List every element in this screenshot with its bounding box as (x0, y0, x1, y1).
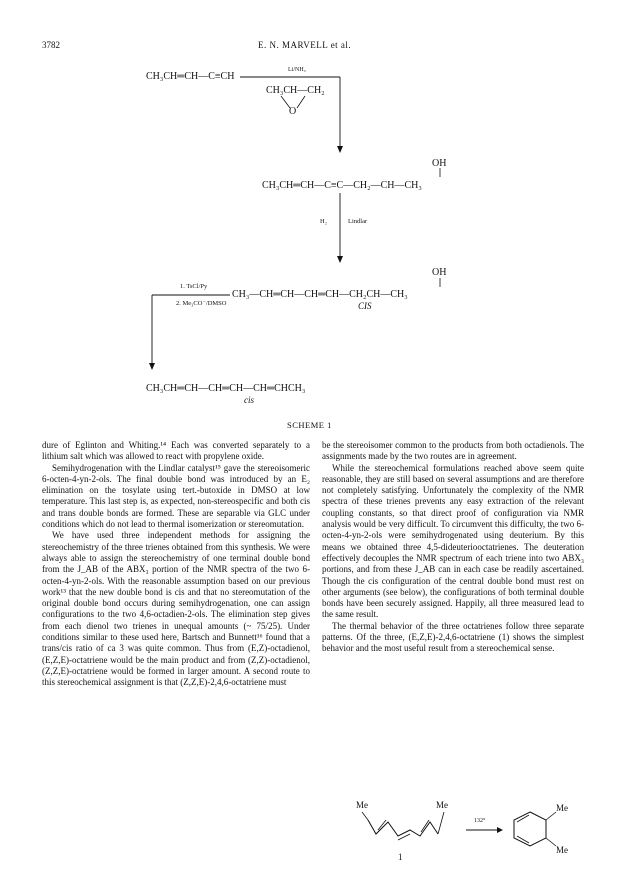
scheme-reagent-li-nh3: Li/NH₃ (288, 67, 306, 73)
scheme-row1-reactant: CH₃CH═CH—C≡CH (146, 71, 235, 82)
running-title: E. N. MARVELL et al. (258, 40, 352, 50)
figure-me-left: Me (356, 800, 368, 810)
left-paragraph-2: Semihydrogenation with the Lindlar catalyst¹⁵ gave the stereoisomeric 6-octen-4-yn-2-ols. The final double bond was introduced by an E₂ elimination on the tosylate using tert.-butoxide in DMSO at low temperature. This last step is, as expected, non-stereospecific and both cis and trans double bonds are formed. These are separable via GLC under conditions which do not lead to thermal isomerization or stereomutation. (42, 462, 310, 530)
scheme-lindlar: Lindlar (348, 218, 368, 225)
scheme-reagent-tscl: 1. TsCl/Py (180, 283, 208, 290)
scheme-row4-triene: CH₃CH═CH—CH═CH—CH═CHCH₃ (146, 383, 306, 394)
figure-temperature: 132° (474, 818, 486, 824)
scheme-row2-enynol: CH₃CH═CH—C≡C—CH₂—CH—CH₃ (262, 180, 422, 191)
left-paragraph-3: We have used three independent methods for assigning the stereochemistry of the three trienes obtained from this synthesis. We were always able to assign the stereochemistry of one terminal double bond from the J_AB of the ABX₃ portion of the NMR spectra of the two 6-octen-4-yn-2-ols. With the reasonable assumption based on our previous work¹³ that the new double bond is cis and that no stereomutation of the original double bond occurs during semihydrogenation, one can assign configurations to the two 4,6-octadien-2-ols. The elimination step gives from each dienol two trienes in unequal amounts (~ 75/25). Under conditions similar to these used here, Bartsch and Bunnett¹⁶ found that a trans/cis ratio of ca 3 was quite common. Thus from (E,Z)-octadienol, (E,Z,E)-octatriene would be the main product and from (Z,Z)-octadienol, (Z,Z,E)-octatriene would be formed in larger amount. A second route to this stereochemical assignment is that (Z,Z,E)-2,4,6-octatriene must (42, 530, 310, 688)
scheme-h2: H₂ (320, 218, 327, 225)
left-paragraph-1: dure of Eglinton and Whiting.¹⁴ Each was converted separately to a lithium salt which was allowed to react with propylene oxide. (42, 440, 310, 462)
figure-me-right: Me (436, 800, 448, 810)
scheme-caption: SCHEME 1 (287, 420, 332, 430)
right-column (322, 440, 584, 655)
scheme-epoxide: CH₃CH—CH₂ (266, 85, 325, 96)
figure-product-me-bottom: Me (556, 845, 568, 855)
scheme-row4-cis: cis (244, 395, 254, 405)
scheme-reagent-base: 2. Me₃CO⁻/DMSO (176, 300, 227, 307)
page-number: 3782 (42, 40, 60, 50)
right-paragraph-1: be the stereoisomer common to the products from both octadienols. The assignments made by the two routes are in agreement. (322, 440, 584, 462)
right-paragraph-2: While the stereochemical formulations reached above seem quite reasonable, they are still based on several assumptions and are therefore not completely satisfying. Unfortunately the complexity of the NMR spectra of these trienes prevents any easy extraction of the relevant coupling constants, so that direct proof of configuration via NMR analysis would be very difficult. To circumvent this difficulty, the two 6-octen-4-yn-2-ols were semihydrogenated using deuterium. By this means we obtained three 4,5-dideuteriooctatrienes. The deuteration effectively decouples the NMR spectrum of each triene into two ABX₃ portions, and from these J_AB can in each case be readily ascertained. Though the cis configuration of the central double bond must rest on other arguments (see below), the configurations of both terminal double bonds have been securely assigned. Happily, all three measured lead to the same result. (322, 462, 584, 620)
scheme-row3-oh: OH (432, 267, 447, 278)
figure-compound-number: 1 (398, 852, 403, 862)
right-paragraph-3: The thermal behavior of the three octatrienes follow three separate patterns. Of the three, (E,Z,E)-2,4,6-octatriene (1) shows the simplest behavior and the most useful result from a stereochemical sense. (322, 620, 584, 654)
scheme-row3-cis: CIS (358, 301, 372, 311)
scheme-epoxide-oxygen: O (289, 106, 297, 117)
scheme-row2-oh: OH (432, 158, 447, 169)
left-column (42, 440, 310, 689)
figure-product-me-top: Me (556, 803, 568, 813)
scheme-row3-dienol: CH₃—CH═CH—CH═CH—CH₂CH—CH₃ (232, 289, 408, 300)
